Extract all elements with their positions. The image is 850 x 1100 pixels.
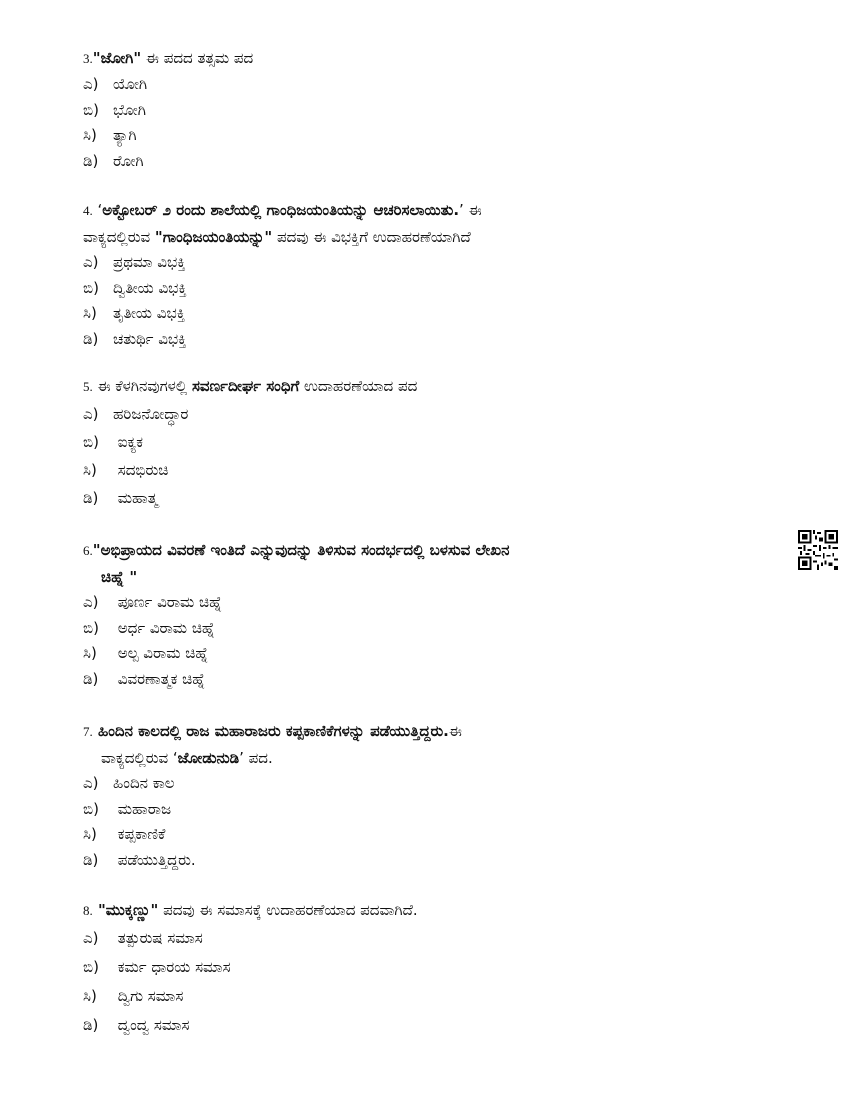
option-label: ಸಿ)	[83, 825, 97, 843]
option-text: ಹರಿಜನೋದ್ಧಾರ	[113, 405, 189, 423]
stem-line-2	[83, 564, 773, 590]
option-label: ಬಿ)	[83, 433, 99, 451]
option-text: ಸದಭಿರುಚಿ	[113, 461, 169, 479]
option-label: ಎ)	[83, 929, 99, 947]
option-a	[83, 924, 773, 953]
option-label: ಡಿ)	[83, 850, 99, 869]
question-3	[83, 45, 773, 174]
stem-bold-sentence: ಅಕ್ಟೋಬರ್ ೨ ರಂದು ಶಾಲೆಯಲ್ಲಿ ಗಾಂಧಿಜಯಂತಿಯನ್ನು ಆಚರಿಸಲಾಯಿತು.	[102, 201, 460, 219]
option-label: ಸಿ)	[83, 461, 97, 479]
stem-text: ಉದಾಹರಣೆಯಾದ ಪದ	[299, 377, 418, 395]
option-text: ದ್ವಂದ್ವ ಸಮಾಸ	[113, 1016, 190, 1034]
option-c	[83, 456, 773, 484]
option-a	[83, 400, 773, 428]
option-a	[83, 771, 773, 797]
question-7	[83, 718, 773, 873]
stem-text: ಈ	[448, 722, 462, 740]
qr-code-icon	[798, 530, 838, 570]
option-b	[83, 276, 773, 302]
stem-bold-term: ಜೋಡುನುಡಿ	[177, 749, 240, 767]
option-label: ಡಿ)	[83, 151, 99, 170]
option-text: ಯೋಗಿ	[113, 75, 148, 93]
stem-text: ವಾಕ್ಯದಲ್ಲಿರುವ ‘	[101, 749, 178, 767]
option-text: ಅರ್ಧ ವಿರಾಮ ಚಿಹ್ನೆ	[113, 618, 215, 637]
option-text: ಕರ್ಮ ಧಾರಯ ಸಮಾಸ	[113, 958, 231, 976]
question-number: 4.	[83, 203, 93, 218]
stem-line-2	[83, 224, 773, 250]
option-text: ಭೋಗಿ	[113, 100, 146, 119]
stem-bold-term: ಚಿಹ್ನೆ "	[101, 568, 138, 586]
stem-text: ಪದವು ಈ ವಿಭಕ್ತಿಗೆ ಉದಾಹರಣೆಯಾಗಿದೆ	[272, 228, 471, 246]
option-text: ಅಲ್ಪ ವಿರಾಮ ಚಿಹ್ನೆ	[113, 644, 209, 662]
option-label: ಎ)	[83, 774, 99, 792]
question-stem	[83, 537, 773, 590]
option-text: ದ್ವಿತೀಯ ವಿಭಕ್ತಿ	[113, 278, 187, 297]
question-stem	[83, 373, 773, 400]
option-c	[83, 123, 773, 149]
stem-bold-term: "ಗಾಂಧಿಜಯಂತಿಯನ್ನು"	[154, 228, 273, 246]
question-number: 7.	[83, 724, 93, 739]
option-text: ಮಹಾತ್ಮ	[113, 489, 158, 507]
option-text: ತೃತೀಯ ವಿಭಕ್ತಿ	[113, 304, 185, 322]
option-text: ಪೂರ್ಣ ವಿರಾಮ ಚಿಹ್ನೆ	[113, 593, 223, 611]
stem-text: ಈ ಕೆಳಗಿನವುಗಳಲ್ಲಿ	[92, 377, 192, 395]
question-stem	[83, 897, 773, 924]
option-b	[83, 797, 773, 823]
option-label: ಸಿ)	[83, 644, 97, 662]
option-label: ಬಿ)	[83, 100, 99, 119]
option-b	[83, 428, 773, 456]
option-label: ಡಿ)	[83, 489, 99, 507]
option-d	[83, 667, 773, 693]
option-label: ಡಿ)	[83, 329, 99, 348]
option-label: ಸಿ)	[83, 304, 97, 322]
option-label: ಎ)	[83, 405, 99, 423]
option-label: ಎ)	[83, 593, 99, 611]
stem-text: ’ ಈ	[459, 201, 482, 219]
option-label: ಡಿ)	[83, 1016, 99, 1034]
option-b	[83, 953, 773, 982]
option-label: ಎ)	[83, 253, 99, 271]
question-stem	[83, 45, 773, 72]
question-number: 8.	[83, 903, 93, 918]
option-text: ತತ್ಪುರುಷ ಸಮಾಸ	[113, 929, 203, 947]
option-a	[83, 250, 773, 276]
option-label: ಸಿ)	[83, 987, 97, 1005]
option-text: ಪ್ರಥಮಾ ವಿಭಕ್ತಿ	[113, 253, 186, 271]
option-text: ಮಹಾರಾಜ	[113, 799, 172, 818]
question-stem	[83, 197, 773, 250]
question-number: 6.	[83, 543, 93, 558]
option-b	[83, 98, 773, 124]
question-number: 5.	[83, 379, 93, 394]
option-label: ಡಿ)	[83, 669, 99, 688]
option-d	[83, 1011, 773, 1040]
option-label: ಬಿ)	[83, 278, 99, 297]
option-d	[83, 484, 773, 512]
option-text: ಐಕ್ಯಕ	[113, 433, 144, 451]
option-text: ಹಿಂದಿನ ಕಾಲ	[113, 774, 175, 792]
option-d	[83, 848, 773, 874]
option-text: ದ್ವಿಗು ಸಮಾಸ	[113, 987, 184, 1005]
option-text: ರೋಗಿ	[113, 151, 144, 170]
stem-line-2	[83, 745, 773, 771]
option-text: ತ್ಯಾಗಿ	[113, 126, 137, 144]
stem-text: ’ ಪದ.	[239, 749, 273, 767]
stem-bold-term: "ಮುಕ್ಕಣ್ಣು"	[92, 901, 159, 919]
option-text: ವಿವರಣಾತ್ಮಕ ಚಿಹ್ನೆ	[113, 669, 206, 688]
stem-text: ‘	[92, 201, 103, 219]
stem-bold-term: ಸವರ್ಣದೀರ್ಘ ಸಂಧಿಗೆ	[191, 377, 300, 395]
stem-text: ಪದವು ಈ ಸಮಾಸಕ್ಕೆ ಉದಾಹರಣೆಯಾದ ಪದವಾಗಿದೆ.	[158, 901, 418, 919]
option-c	[83, 301, 773, 327]
option-d	[83, 327, 773, 353]
option-label: ಬಿ)	[83, 799, 99, 818]
option-c	[83, 982, 773, 1011]
option-label: ಬಿ)	[83, 958, 99, 976]
question-4	[83, 197, 773, 352]
option-label: ಬಿ)	[83, 618, 99, 637]
stem-bold-term: "ಜೋಗಿ"	[92, 49, 142, 67]
option-c	[83, 822, 773, 848]
stem-bold-sentence: ಹಿಂದಿನ ಕಾಲದಲ್ಲಿ ರಾಜ ಮಹಾರಾಜರು ಕಪ್ಪಕಾಣಿಕೆಗಳನ್ನು ಪಡೆಯುತ್ತಿದ್ದರು.	[92, 722, 449, 740]
option-text: ಕಪ್ಪಕಾಣಿಕೆ	[113, 825, 166, 843]
option-text: ಪಡೆಯುತ್ತಿದ್ದರು.	[113, 850, 196, 869]
option-d	[83, 149, 773, 175]
question-8	[83, 897, 773, 1040]
option-b	[83, 616, 773, 642]
option-c	[83, 641, 773, 667]
option-a	[83, 72, 773, 98]
option-a	[83, 590, 773, 616]
option-text: ಚತುರ್ಥಿ ವಿಭಕ್ತಿ	[113, 329, 187, 348]
question-number: 3.	[83, 51, 93, 66]
stem-text: ಈ ಪದದ ತತ್ಸಮ ಪದ	[141, 49, 254, 67]
question-stem	[83, 718, 773, 771]
question-5	[83, 373, 773, 512]
stem-bold-sentence: "ಅಭಿಪ್ರಾಯದ ವಿವರಣೆ ಇಂತಿದೆ ಎನ್ನುವುದನ್ನು ತಿಳಿಸುವ ಸಂದರ್ಭದಲ್ಲಿ ಬಳಸುವ ಲೇಖನ	[92, 541, 510, 559]
option-label: ಸಿ)	[83, 126, 97, 144]
option-label: ಎ)	[83, 75, 99, 93]
stem-text: ವಾಕ್ಯದಲ್ಲಿರುವ	[83, 228, 155, 246]
question-6	[83, 537, 773, 692]
